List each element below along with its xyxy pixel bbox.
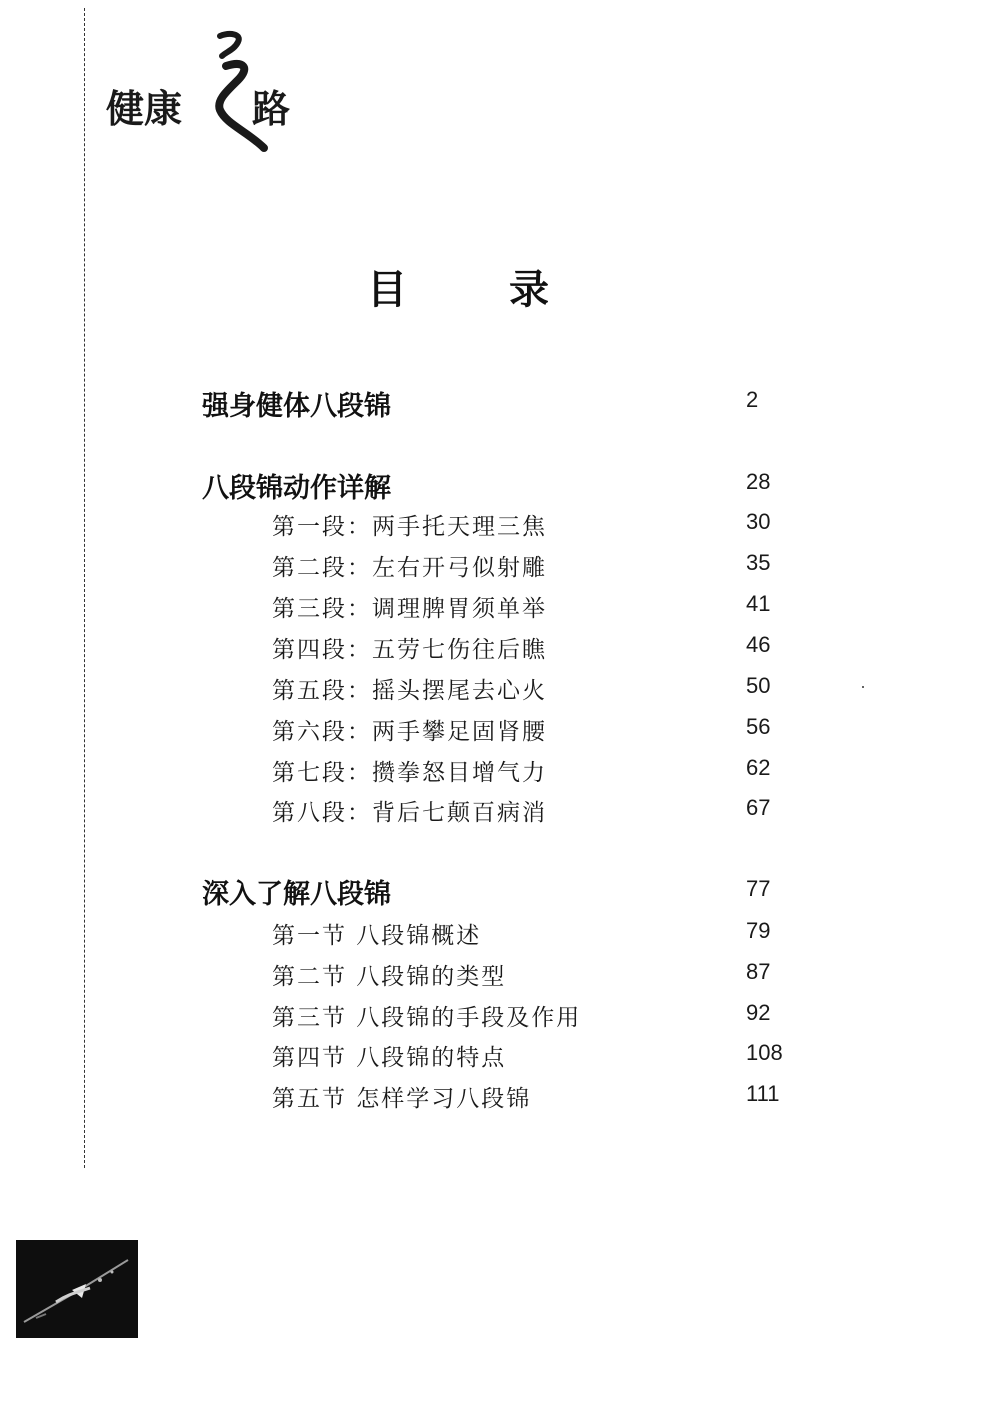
toc-section-title[interactable]: 八段锦动作详解	[202, 473, 391, 504]
toc-entry[interactable]: 第七段：攒拳怒目增气力	[272, 760, 547, 786]
toc-entry-page: 67	[746, 795, 771, 820]
toc-entry[interactable]: 第一节 八段锦概述	[272, 923, 482, 949]
toc-section-title[interactable]: 深入了解八段锦	[202, 879, 391, 910]
toc-entry[interactable]: 第三段：调理脾胃须单举	[272, 596, 547, 622]
toc-entry-page: 92	[746, 1000, 771, 1025]
toc-entry[interactable]: 第一段：两手托天理三焦	[272, 514, 547, 540]
toc-entry[interactable]: 第六段：两手攀足固肾腰	[272, 719, 547, 745]
toc-entry[interactable]: 第四段：五劳七伤往后瞧	[272, 637, 547, 663]
toc-entry-page: 56	[746, 714, 771, 739]
logo-text-left: 健康	[106, 86, 183, 131]
toc-entry[interactable]: 第八段：背后七颠百病消	[272, 800, 547, 826]
book-series-logo	[104, 30, 304, 160]
toc-section-page: 77	[746, 876, 771, 901]
toc-entry[interactable]: 第五段：摇头摆尾去心火	[272, 678, 547, 704]
dashed-margin-line	[84, 8, 85, 1168]
toc-entry-page: 30	[746, 509, 771, 534]
toc-entry-page: 46	[746, 632, 771, 657]
toc-entry[interactable]: 第二段：左右开弓似射雕	[272, 555, 547, 581]
logo-text-right: 路	[252, 86, 291, 131]
toc-section-page: 28	[746, 469, 771, 494]
toc-entry-page: 50	[746, 673, 771, 698]
toc-entry-page: 41	[746, 591, 771, 616]
toc-title: 目 录	[367, 266, 593, 313]
toc-entry-page: 87	[746, 959, 771, 984]
toc-entry-page: 111	[746, 1081, 780, 1106]
toc-entry[interactable]: 第三节 八段锦的手段及作用	[272, 1005, 582, 1031]
toc-entry-page: 35	[746, 550, 771, 575]
toc-entry-page: 108	[746, 1040, 783, 1065]
toc-section-page: 2	[746, 387, 759, 412]
toc-entry[interactable]: 第二节 八段锦的类型	[272, 964, 507, 990]
toc-section-title[interactable]: 强身健体八段锦	[202, 391, 391, 422]
toc-entry-page: 79	[746, 918, 771, 943]
decorative-corner-image	[16, 1240, 138, 1338]
toc-entry[interactable]: 第五节 怎样学习八段锦	[272, 1086, 532, 1112]
sword-figure-icon	[16, 1240, 138, 1338]
toc-entry[interactable]: 第四节 八段锦的特点	[272, 1045, 507, 1071]
scan-speck	[862, 686, 864, 688]
toc-entry-page: 62	[746, 755, 771, 780]
